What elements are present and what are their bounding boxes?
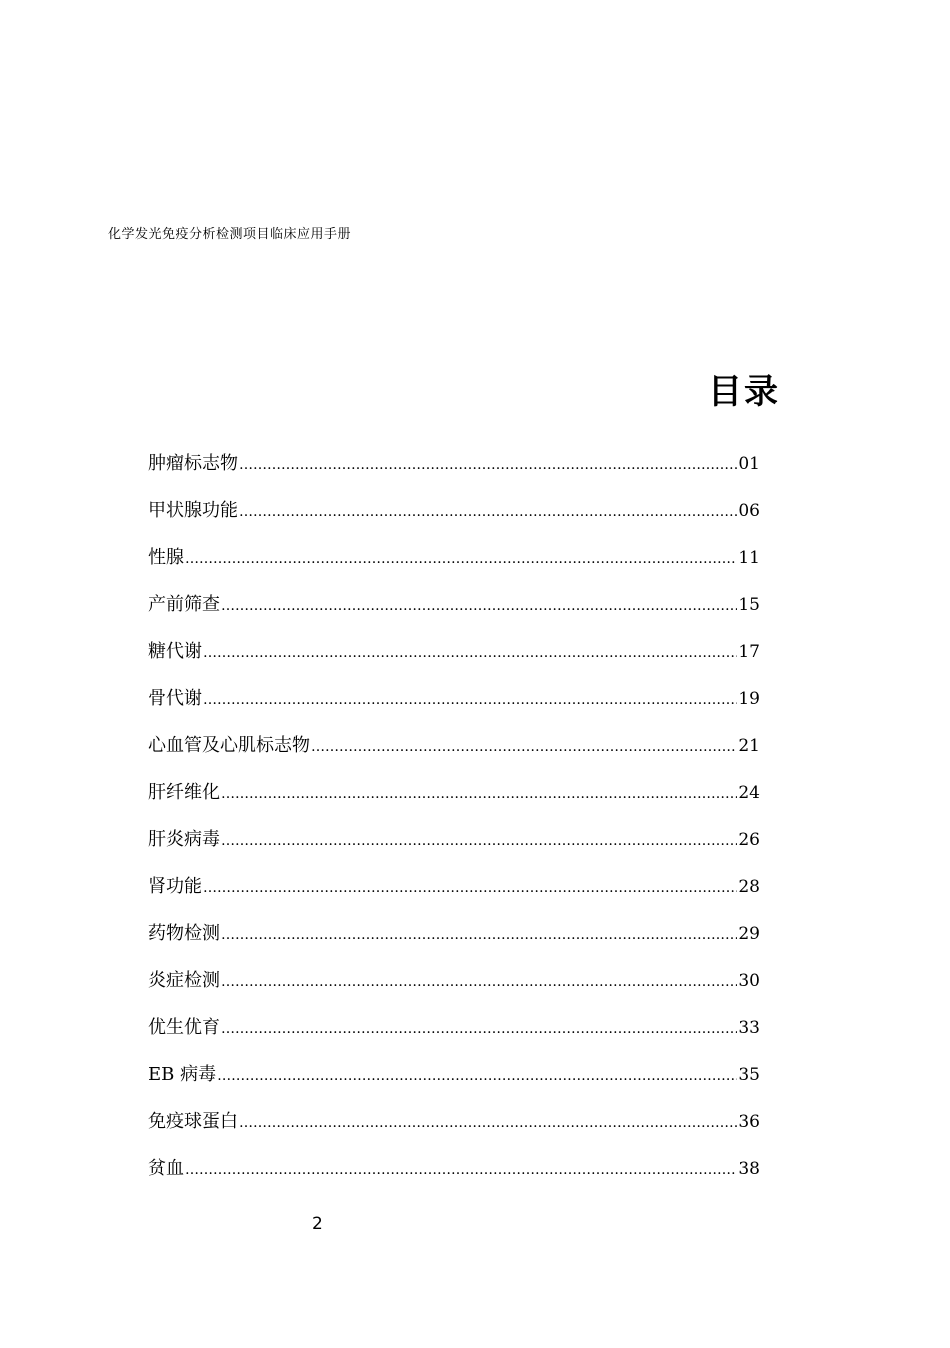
toc-entry-page: 33 bbox=[738, 1018, 760, 1038]
page-number: 2 bbox=[312, 1214, 323, 1234]
toc-entry[interactable] bbox=[148, 732, 760, 779]
toc-entry[interactable] bbox=[148, 685, 760, 732]
toc-entry-page: 06 bbox=[738, 501, 760, 521]
toc-entry-page: 35 bbox=[738, 1065, 760, 1085]
toc-leader-dots bbox=[221, 827, 737, 855]
toc-entry-page: 15 bbox=[738, 595, 760, 615]
toc-leader-dots bbox=[221, 968, 737, 996]
toc-entry-page: 11 bbox=[738, 548, 760, 568]
toc-entry-label: 骨代谢 bbox=[148, 688, 202, 709]
toc-entry[interactable] bbox=[148, 826, 760, 873]
toc-entry-page: 17 bbox=[738, 642, 760, 662]
toc-entry-label: 心血管及心肌标志物 bbox=[148, 735, 310, 756]
toc-leader-dots bbox=[185, 545, 737, 573]
table-of-contents bbox=[148, 450, 760, 1202]
toc-leader-dots bbox=[203, 874, 737, 902]
toc-entry-label: EB 病毒 bbox=[148, 1064, 217, 1085]
toc-entry-label: 产前筛查 bbox=[148, 594, 220, 615]
toc-entry[interactable] bbox=[148, 967, 760, 1014]
toc-leader-dots bbox=[239, 498, 737, 526]
toc-entry[interactable] bbox=[148, 873, 760, 920]
toc-entry[interactable] bbox=[148, 920, 760, 967]
toc-entry-label: 肿瘤标志物 bbox=[148, 453, 238, 474]
toc-entry-label: 性腺 bbox=[148, 547, 184, 568]
toc-entry-page: 19 bbox=[738, 689, 760, 709]
toc-leader-dots bbox=[239, 1109, 737, 1137]
toc-entry-page: 26 bbox=[738, 830, 760, 850]
toc-entry-label: 药物检测 bbox=[148, 923, 220, 944]
toc-entry[interactable] bbox=[148, 638, 760, 685]
toc-entry-page: 24 bbox=[738, 783, 760, 803]
toc-title: 目录 bbox=[708, 372, 780, 412]
toc-entry[interactable] bbox=[148, 1014, 760, 1061]
toc-entry[interactable] bbox=[148, 544, 760, 591]
toc-entry-page: 36 bbox=[738, 1112, 760, 1132]
toc-entry-label: 甲状腺功能 bbox=[148, 500, 238, 521]
toc-entry[interactable] bbox=[148, 1108, 760, 1155]
toc-entry-label: 炎症检测 bbox=[148, 970, 220, 991]
toc-entry[interactable] bbox=[148, 591, 760, 638]
toc-leader-dots bbox=[203, 686, 737, 714]
document-header: 化学发光免疫分析检测项目临床应用手册 bbox=[108, 227, 352, 242]
toc-entry-label: 贫血 bbox=[148, 1158, 184, 1179]
toc-leader-dots bbox=[221, 592, 737, 620]
toc-leader-dots bbox=[221, 921, 737, 949]
toc-entry-label: 糖代谢 bbox=[148, 641, 202, 662]
toc-entry[interactable] bbox=[148, 497, 760, 544]
toc-entry-page: 30 bbox=[738, 971, 760, 991]
toc-leader-dots bbox=[185, 1156, 737, 1184]
toc-leader-dots bbox=[203, 639, 737, 667]
toc-entry[interactable] bbox=[148, 1155, 760, 1202]
toc-entry-label: 优生优育 bbox=[148, 1017, 220, 1038]
toc-entry-page: 38 bbox=[738, 1159, 760, 1179]
toc-entry[interactable] bbox=[148, 450, 760, 497]
toc-entry-page: 01 bbox=[738, 454, 760, 474]
toc-leader-dots bbox=[239, 451, 737, 479]
toc-entry-page: 29 bbox=[738, 924, 760, 944]
toc-leader-dots bbox=[221, 780, 737, 808]
toc-entry[interactable] bbox=[148, 1061, 760, 1108]
toc-entry-page: 28 bbox=[738, 877, 760, 897]
toc-entry-label: 肝纤维化 bbox=[148, 782, 220, 803]
toc-leader-dots bbox=[221, 1015, 737, 1043]
toc-entry[interactable] bbox=[148, 779, 760, 826]
toc-leader-dots bbox=[217, 1062, 737, 1090]
toc-entry-label: 免疫球蛋白 bbox=[148, 1111, 238, 1132]
toc-entry-label: 肾功能 bbox=[148, 876, 202, 897]
toc-leader-dots bbox=[311, 733, 737, 761]
toc-entry-label: 肝炎病毒 bbox=[148, 829, 220, 850]
toc-entry-page: 21 bbox=[738, 736, 760, 756]
